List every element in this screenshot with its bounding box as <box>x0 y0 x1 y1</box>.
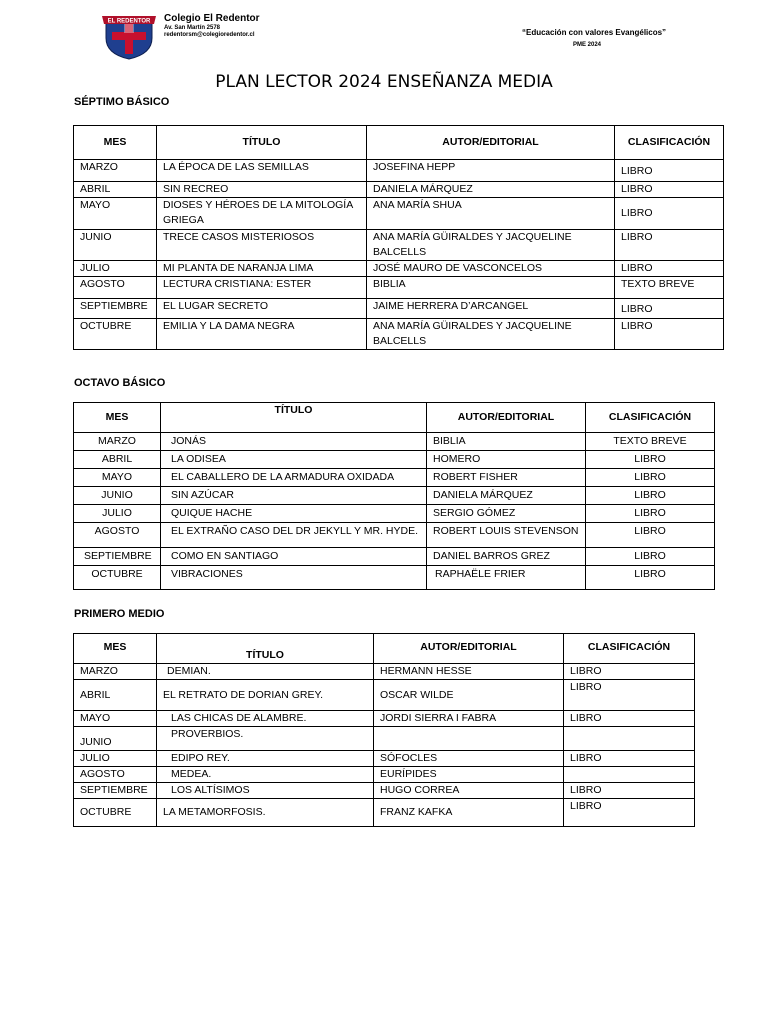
cell-clasificacion: LIBRO <box>615 261 724 277</box>
cell-autor: JAIME HERRERA D’ARCANGEL <box>367 299 615 319</box>
cell-autor: ANA MARÍA GÜIRALDES Y JACQUELINE BALCELLS <box>367 230 615 261</box>
col-header-titulo: TÍTULO <box>157 126 367 160</box>
table-row <box>74 433 715 451</box>
cell-mes: JUNIO <box>74 487 161 505</box>
col-header-mes: MES <box>74 634 157 664</box>
cell-clasificacion: LIBRO <box>615 299 724 319</box>
col-header-clasificacion: CLASIFICACIÓN <box>586 403 715 433</box>
table-row <box>74 277 724 299</box>
cell-mes: SEPTIEMBRE <box>74 548 161 566</box>
cell-clasificacion: LIBRO <box>615 319 724 350</box>
cell-clasificacion <box>564 727 695 751</box>
col-header-autor: AUTOR/EDITORIAL <box>367 126 615 160</box>
cell-titulo: LOS ALTÍSIMOS <box>157 783 374 799</box>
table-row <box>74 767 695 783</box>
cell-mes: JULIO <box>74 505 161 523</box>
table-row <box>74 469 715 487</box>
table-row <box>74 182 724 198</box>
school-motto: “Educación con valores Evangélicos” <box>522 28 667 37</box>
cell-clasificacion: TEXTO BREVE <box>615 277 724 299</box>
col-header-autor: AUTOR/EDITORIAL <box>374 634 564 664</box>
cell-clasificacion <box>564 767 695 783</box>
cell-mes: AGOSTO <box>74 277 157 299</box>
cell-clasificacion: LIBRO <box>615 198 724 230</box>
school-name: Colegio El Redentor <box>164 13 260 24</box>
school-logo <box>100 14 158 60</box>
cell-clasificacion: LIBRO <box>586 505 715 523</box>
cell-clasificacion: LIBRO <box>564 680 695 711</box>
table-row <box>74 230 724 261</box>
cell-titulo: SIN RECREO <box>157 182 367 198</box>
cell-clasificacion: LIBRO <box>586 548 715 566</box>
cell-titulo: JONÁS <box>161 433 427 451</box>
cell-autor: OSCAR WILDE <box>374 680 564 711</box>
cell-clasificacion: LIBRO <box>615 160 724 182</box>
cell-mes: AGOSTO <box>74 767 157 783</box>
cell-titulo: SIN AZÚCAR <box>161 487 427 505</box>
table-row <box>74 727 695 751</box>
table-row <box>74 664 695 680</box>
cell-mes: MARZO <box>74 433 161 451</box>
cell-mes: MARZO <box>74 664 157 680</box>
cell-titulo: LA METAMORFOSIS. <box>157 799 374 827</box>
cell-autor: HOMERO <box>427 451 586 469</box>
cell-autor: SERGIO GÓMEZ <box>427 505 586 523</box>
cell-titulo: EL LUGAR SECRETO <box>157 299 367 319</box>
school-info <box>164 14 260 38</box>
cell-autor: DANIEL BARROS GREZ <box>427 548 586 566</box>
cell-titulo: TRECE CASOS MISTERIOSOS <box>157 230 367 261</box>
table-row <box>74 451 715 469</box>
cell-mes: MAYO <box>74 198 157 230</box>
cell-clasificacion: LIBRO <box>564 799 695 827</box>
cell-mes: AGOSTO <box>74 523 161 548</box>
cell-autor: ANA MARÍA GÜIRALDES Y JACQUELINE BALCELLS <box>367 319 615 350</box>
cell-mes: OCTUBRE <box>74 566 161 590</box>
cell-mes: ABRIL <box>74 451 161 469</box>
table-header-row <box>74 126 724 160</box>
cell-titulo: MI PLANTA DE NARANJA LIMA <box>157 261 367 277</box>
pme-label: PME 2024 <box>573 42 602 48</box>
cell-mes: JUNIO <box>74 230 157 261</box>
table-row <box>74 680 695 711</box>
cell-titulo: PROVERBIOS. <box>157 727 374 751</box>
cell-titulo: LAS CHICAS DE ALAMBRE. <box>157 711 374 727</box>
cell-titulo: MEDEA. <box>157 767 374 783</box>
cell-clasificacion: LIBRO <box>615 182 724 198</box>
cell-clasificacion: LIBRO <box>586 451 715 469</box>
cell-autor: FRANZ KAFKA <box>374 799 564 827</box>
col-header-titulo: TÍTULO <box>157 634 374 664</box>
cell-autor: BIBLIA <box>427 433 586 451</box>
cell-clasificacion: LIBRO <box>564 751 695 767</box>
cell-autor: JOSEFINA HEPP <box>367 160 615 182</box>
col-header-clasificacion: CLASIFICACIÓN <box>564 634 695 664</box>
cell-clasificacion: LIBRO <box>586 523 715 548</box>
cell-titulo: EL CABALLERO DE LA ARMADURA OXIDADA <box>161 469 427 487</box>
cell-titulo: LA ODISEA <box>161 451 427 469</box>
reading-table-septimo <box>73 125 724 350</box>
cell-titulo: EL EXTRAÑO CASO DEL DR JEKYLL Y MR. HYDE. <box>161 523 427 548</box>
cell-mes: JULIO <box>74 261 157 277</box>
cell-clasificacion: LIBRO <box>564 711 695 727</box>
table-row <box>74 711 695 727</box>
cell-mes: JUNIO <box>74 727 157 751</box>
logo-banner-text: EL REDENTOR <box>107 18 151 25</box>
school-address: Av. San Martín 2578 <box>164 25 221 31</box>
section-title-octavo: OCTAVO BÁSICO <box>74 377 166 389</box>
reading-table-primero-medio <box>73 633 695 827</box>
cell-titulo: EMILIA Y LA DAMA NEGRA <box>157 319 367 350</box>
cell-titulo: LECTURA CRISTIANA: ESTER <box>157 277 367 299</box>
cell-autor: HERMANN HESSE <box>374 664 564 680</box>
cell-autor: JOSÉ MAURO DE VASCONCELOS <box>367 261 615 277</box>
cell-mes: JULIO <box>74 751 157 767</box>
cell-titulo: QUIQUE HACHE <box>161 505 427 523</box>
cell-titulo: VIBRACIONES <box>161 566 427 590</box>
cell-clasificacion: LIBRO <box>586 566 715 590</box>
cell-mes: MARZO <box>74 160 157 182</box>
cell-clasificacion: LIBRO <box>615 230 724 261</box>
section-title-primero-medio: PRIMERO MEDIO <box>74 608 165 620</box>
cell-autor: SÓFOCLES <box>374 751 564 767</box>
col-header-mes: MES <box>74 126 157 160</box>
table-row <box>74 299 724 319</box>
cell-mes: ABRIL <box>74 680 157 711</box>
table-header-row <box>74 403 715 433</box>
table-row <box>74 799 695 827</box>
col-header-titulo: TÍTULO <box>161 403 427 433</box>
cell-titulo: EL RETRATO DE DORIAN GREY. <box>157 680 374 711</box>
cell-autor: ANA MARÍA SHUA <box>367 198 615 230</box>
cell-autor: DANIELA MÁRQUEZ <box>427 487 586 505</box>
document-title: PLAN LECTOR 2024 ENSEÑANZA MEDIA <box>215 72 553 92</box>
table-row <box>74 548 715 566</box>
cell-mes: MAYO <box>74 469 161 487</box>
cell-mes: OCTUBRE <box>74 319 157 350</box>
cell-mes: SEPTIEMBRE <box>74 783 157 799</box>
cell-mes: OCTUBRE <box>74 799 157 827</box>
cell-autor <box>374 727 564 751</box>
table-row <box>74 523 715 548</box>
cell-titulo: LA ÉPOCA DE LAS SEMILLAS <box>157 160 367 182</box>
cell-autor: HUGO CORREA <box>374 783 564 799</box>
cell-clasificacion: LIBRO <box>586 469 715 487</box>
cell-autor: RAPHAËLE FRIER <box>427 566 586 590</box>
cell-clasificacion: LIBRO <box>564 783 695 799</box>
col-header-mes: MES <box>74 403 161 433</box>
cell-clasificacion: LIBRO <box>564 664 695 680</box>
table-row <box>74 751 695 767</box>
cell-titulo: COMO EN SANTIAGO <box>161 548 427 566</box>
cell-autor: ROBERT LOUIS STEVENSON <box>427 523 586 548</box>
school-email: redentorsm@colegioredentor.cl <box>164 32 255 38</box>
cell-autor: DANIELA MÁRQUEZ <box>367 182 615 198</box>
cell-titulo: DEMIAN. <box>157 664 374 680</box>
table-header-row <box>74 634 695 664</box>
table-row <box>74 487 715 505</box>
cell-titulo: EDIPO REY. <box>157 751 374 767</box>
col-header-autor: AUTOR/EDITORIAL <box>427 403 586 433</box>
cell-mes: MAYO <box>74 711 157 727</box>
table-row <box>74 261 724 277</box>
cell-clasificacion: TEXTO BREVE <box>586 433 715 451</box>
cell-mes: ABRIL <box>74 182 157 198</box>
section-title-septimo: SÉPTIMO BÁSICO <box>74 96 170 108</box>
col-header-clasificacion: CLASIFICACIÓN <box>615 126 724 160</box>
cell-autor: EURÍPIDES <box>374 767 564 783</box>
table-row <box>74 505 715 523</box>
table-row <box>74 160 724 182</box>
table-row <box>74 783 695 799</box>
table-row <box>74 198 724 230</box>
reading-table-octavo <box>73 402 715 590</box>
cell-autor: JORDI SIERRA I FABRA <box>374 711 564 727</box>
cell-mes: SEPTIEMBRE <box>74 299 157 319</box>
cell-autor: BIBLIA <box>367 277 615 299</box>
cell-autor: ROBERT FISHER <box>427 469 586 487</box>
cell-clasificacion: LIBRO <box>586 487 715 505</box>
cell-titulo: DIOSES Y HÉROES DE LA MITOLOGÍA GRIEGA <box>157 198 367 230</box>
table-row <box>74 319 724 350</box>
table-row <box>74 566 715 590</box>
